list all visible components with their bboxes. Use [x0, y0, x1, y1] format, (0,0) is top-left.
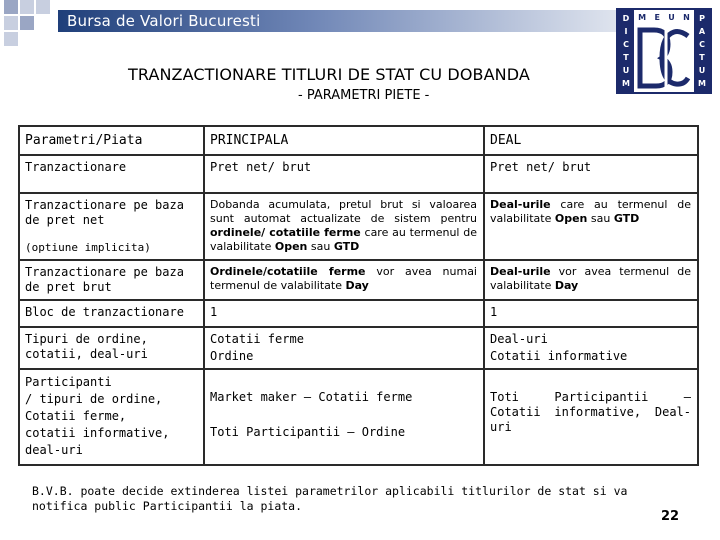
decor-square [4, 32, 18, 46]
page-number: 22 [661, 509, 680, 524]
decor-square [4, 0, 18, 14]
logo-left-column: D I C T U M [618, 10, 634, 92]
logo-top-row: M E U N [638, 12, 690, 22]
bvb-logo [616, 8, 712, 94]
table-cell: Deal-uri Cotatii informative [484, 327, 698, 369]
header-cell: DEAL [484, 126, 698, 155]
table-cell: Market maker – Cotatii ferme Toti Participantii – Ordine [204, 369, 484, 465]
table-header-row [19, 126, 698, 155]
row-label-text: Tranzactionare pe baza de pret net [25, 198, 184, 227]
parameters-table [18, 125, 699, 466]
page-subtitle: - PARAMETRI PIETE - [298, 88, 430, 103]
logo-emblem-icon [636, 24, 692, 92]
decor-square [20, 16, 34, 30]
table-row [19, 260, 698, 300]
header-cell: Parametri/Piata [19, 126, 204, 155]
table-cell: 1 [204, 300, 484, 327]
page-title: TRANZACTIONARE TITLURI DE STAT CU DOBANDA [128, 65, 530, 84]
table-row [19, 155, 698, 193]
decor-square [20, 0, 34, 14]
decor-square [4, 16, 18, 30]
header-title: Bursa de Valori Bucuresti [67, 12, 261, 30]
table-cell: Toti Participantii – Cotatii informative, Deal-uri [484, 369, 698, 465]
table-cell: Ordinele/cotatiile ferme vor avea numai termenul de valabilitate Day [204, 260, 484, 300]
row-label-note: (optiune implicita) [25, 241, 151, 254]
row-label: Participanti / tipuri de ordine, Cotatii ferme, cotatii informative, deal-uri [19, 369, 204, 465]
row-label: Tranzactionare [19, 155, 204, 193]
row-label: Bloc de tranzactionare [19, 300, 204, 327]
table-cell: Pret net/ brut [484, 155, 698, 193]
row-label [19, 193, 204, 260]
table-cell: Deal-urile vor avea termenul de valabilitate Day [484, 260, 698, 300]
table-row [19, 369, 698, 465]
table-row [19, 193, 698, 260]
logo-right-column: P A C T U M [694, 10, 710, 92]
table-cell: Dobanda acumulata, pretul brut si valoarea sunt automat actualizate de sistem pentru ordinele/ cotatiile ferme care au termenul de valabilitate Open sau GTD [204, 193, 484, 260]
row-label: Tipuri de ordine, cotatii, deal-uri [19, 327, 204, 369]
table-row [19, 327, 698, 369]
table-cell: Deal-urile care au termenul de valabilitate Open sau GTD [484, 193, 698, 260]
table-cell: 1 [484, 300, 698, 327]
footer-note: B.V.B. poate decide extinderea listei parametrilor aplicabili titlurilor de stat si va notifica public Participantii la piata. [32, 484, 628, 513]
table-row [19, 300, 698, 327]
table-cell: Cotatii ferme Ordine [204, 327, 484, 369]
decor-square [36, 0, 50, 14]
header-cell: PRINCIPALA [204, 126, 484, 155]
row-label: Tranzactionare pe baza de pret brut [19, 260, 204, 300]
table-cell: Pret net/ brut [204, 155, 484, 193]
